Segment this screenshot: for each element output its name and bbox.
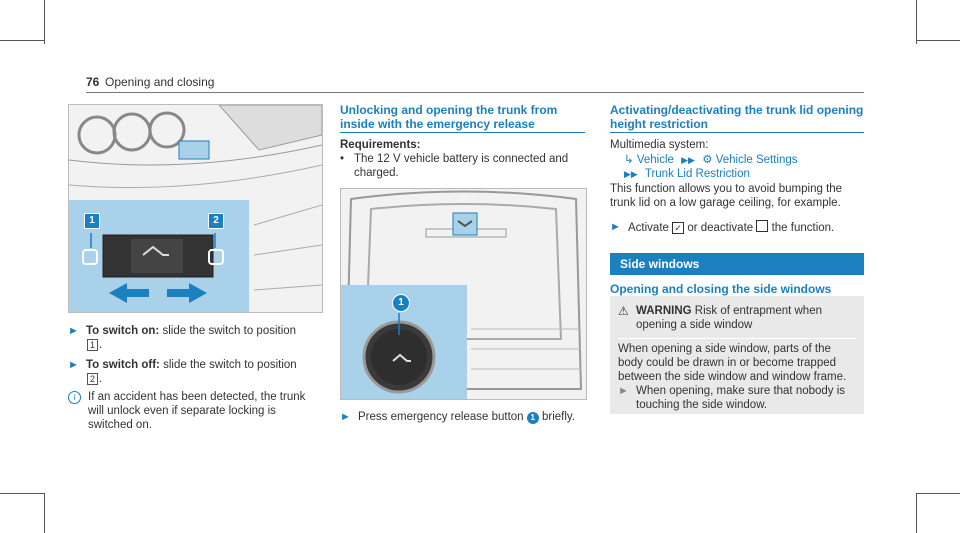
heading-rule xyxy=(340,132,585,133)
step-switch-off xyxy=(68,358,323,386)
arrow-right-icon: ► xyxy=(68,359,79,371)
arrow-right-icon: ► xyxy=(610,221,621,233)
step-label: To switch on: xyxy=(86,325,160,337)
figure-badge-1: 1 xyxy=(84,213,100,229)
step-body: Press emergency release button xyxy=(358,411,524,423)
left-instructions xyxy=(68,324,323,432)
nav-trunk-lid-restriction[interactable]: Trunk Lid Restriction xyxy=(644,168,750,180)
bullet-icon: • xyxy=(340,153,345,165)
position-badge: 1 xyxy=(87,339,98,351)
page-number: 76 xyxy=(86,75,100,89)
double-chevron-icon: ▶▶ xyxy=(681,155,695,165)
dashboard-illustration xyxy=(69,105,322,312)
figure-badge-1: 1 xyxy=(392,294,410,312)
crop-mark xyxy=(916,493,960,494)
warning-divider xyxy=(618,338,856,339)
system-label: Multimedia system: xyxy=(610,139,709,151)
crop-mark xyxy=(44,493,45,533)
page-section-title: Opening and closing xyxy=(105,75,215,89)
car-settings-icon: ⚙ xyxy=(702,154,713,166)
info-note xyxy=(68,390,323,432)
requirement-text: The 12 V vehicle battery is connected and charged. xyxy=(354,153,569,179)
arrow-right-icon: ► xyxy=(340,411,351,423)
right-column xyxy=(610,103,864,131)
heading-rule xyxy=(610,132,864,133)
crop-mark xyxy=(916,40,960,41)
warning-header xyxy=(618,304,858,332)
step-text xyxy=(354,410,575,424)
step-body-end: briefly. xyxy=(541,411,575,423)
position-badge: 2 xyxy=(87,373,98,385)
arrow-right-icon: ► xyxy=(618,385,629,397)
step-body: slide the switch to position xyxy=(162,325,297,337)
requirements xyxy=(340,138,585,180)
deactivate-text: or deactivate xyxy=(687,222,754,234)
trunk-switch-figure xyxy=(68,104,323,313)
checkbox-checked-icon: ✓ xyxy=(672,222,684,234)
nav-path xyxy=(610,153,864,167)
crop-mark xyxy=(916,493,917,533)
middle-column xyxy=(340,103,585,131)
checkbox-empty-icon xyxy=(756,220,768,232)
function-description: This function allows you to avoid bumping the trunk lid on a low garage ceiling, for example. xyxy=(610,183,843,209)
step-body: slide the switch to position xyxy=(163,359,297,371)
crop-mark xyxy=(0,40,44,41)
step-text: To switch on: slide the switch to position 1 . xyxy=(86,325,297,351)
warning-body: When opening a side window, parts of the body could be drawn in or become trapped between the side window and window frame. xyxy=(618,343,847,383)
trunk-interior-illustration xyxy=(341,189,586,399)
arrow-right-icon: ► xyxy=(68,325,79,337)
nav-vehicle[interactable]: Vehicle xyxy=(636,154,674,166)
button-badge: 1 xyxy=(527,412,539,424)
activate-step xyxy=(610,220,864,235)
step-text xyxy=(624,220,834,235)
section-heading: Unlocking and opening the trunk from inside with the emergency release xyxy=(340,103,558,131)
section-bar-side-windows: Side windows xyxy=(610,253,864,275)
warning-step xyxy=(618,384,858,412)
warning-box xyxy=(610,296,864,414)
nav-path-2 xyxy=(610,167,864,181)
activate-text: Activate xyxy=(628,222,669,234)
step-text: To switch off: slide the switch to position 2 . xyxy=(86,359,297,385)
crop-mark xyxy=(0,493,44,494)
side-windows-subheading xyxy=(610,282,864,296)
warning-step-text: When opening, make sure that nobody is touching the side window. xyxy=(636,385,846,411)
double-chevron-icon: ▶▶ xyxy=(624,169,638,179)
warning-text xyxy=(636,304,858,332)
multimedia-nav xyxy=(610,138,864,210)
figure-badge-2: 2 xyxy=(208,213,224,229)
note-text: If an accident has been detected, the trunk will unlock even if separate locking is switched on. xyxy=(88,391,306,431)
trunk-emergency-figure xyxy=(340,188,587,400)
section-heading: Activating/deactivating the trunk lid opening height restriction xyxy=(610,103,864,131)
warning-intro: Risk of entrapment when opening a side window xyxy=(636,305,822,331)
warning-triangle-icon: ⚠ xyxy=(618,304,629,318)
nav-vehicle-settings[interactable]: Vehicle Settings xyxy=(715,154,798,166)
subheading-text: Opening and closing the side windows xyxy=(610,282,832,296)
step-switch-on xyxy=(68,324,323,352)
crop-mark xyxy=(916,0,917,44)
return-arrow-icon: ↳ xyxy=(624,154,634,166)
function-text: the function. xyxy=(771,222,835,234)
info-icon: i xyxy=(68,391,81,404)
requirements-label: Requirements: xyxy=(340,139,421,151)
step-label: To switch off: xyxy=(86,359,160,371)
emergency-step xyxy=(340,410,585,424)
requirement-item xyxy=(340,152,585,180)
crop-mark xyxy=(44,0,45,44)
header-divider xyxy=(86,92,864,93)
warning-title: WARNING xyxy=(636,305,692,317)
